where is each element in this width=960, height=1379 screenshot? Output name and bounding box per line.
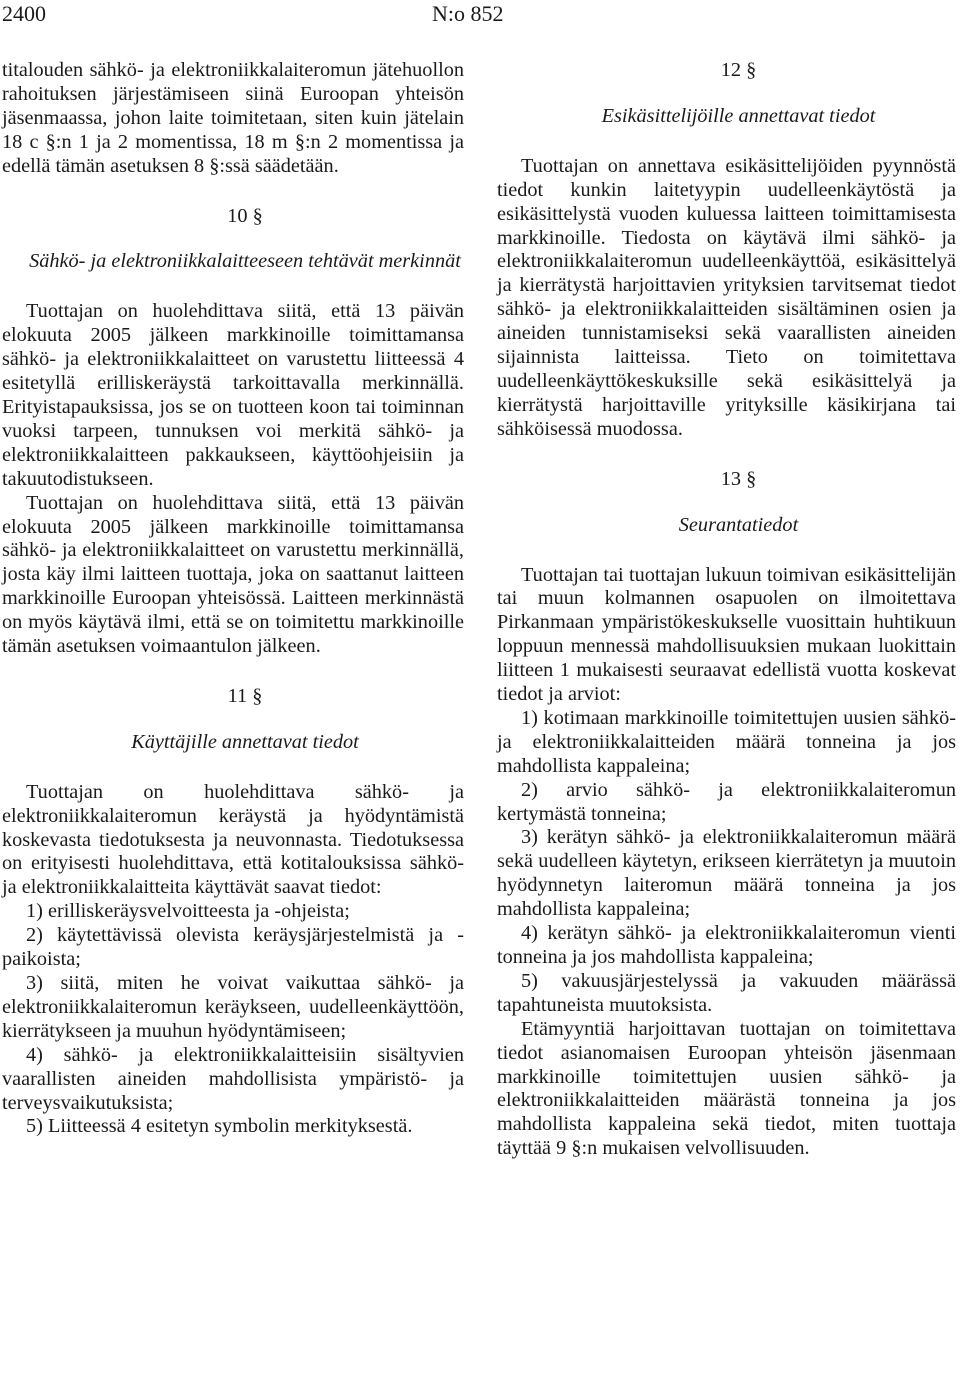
section-13-title: Seurantatiedot bbox=[678, 513, 799, 536]
section-13-item: 3) kerätyn sähkö- ja elektroniikkalaiteromun määrä sekä uudelleen käytetyn, erikseen kierrätetyn ja muutoin hyödynnetyn laiteromun määrä tonneina ja jos mahdollista kappaleina; bbox=[497, 826, 956, 921]
section-10-title: Sähkö- ja elektroniikkalaitteeseen tehtävät merkinnät bbox=[29, 250, 461, 273]
section-11-item: 5) Liitteessä 4 esitetyn symbolin merkityksestä. bbox=[26, 1115, 413, 1138]
left-column bbox=[2, 59, 464, 1139]
section-13-paragraph-2: Etämyyntiä harjoittavan tuottajan on toimitettava tiedot asianomaisen Euroopan yhteisön jäsenmaan markkinoille toimitettujen uusien sähkö- ja elektroniikkalaitteiden määrästä tonneina ja jos mahdollista kappaleina sekä tiedot, miten tuottaja täyttää 9 §:n mukaisen velvollisuuden. bbox=[497, 1017, 956, 1160]
section-11-title: Käyttäjille annettavat tiedot bbox=[131, 730, 359, 753]
section-13-item: 1) kotimaan markkinoille toimitettujen uusien sähkö- ja elektroniikkalaitteiden määrä tonneina ja jos mahdollista kappaleina; bbox=[497, 706, 956, 777]
section-13-item: 2) arvio sähkö- ja elektroniikkalaiteromun kertymästä tonneina; bbox=[497, 778, 956, 825]
section-11-paragraph-1: Tuottajan on huolehdittava sähkö- ja elektroniikkalaiteromun keräystä ja hyödyntämistä koskevasta tiedotuksesta ja neuvonnasta. Tiedotuksessa on erityisesti huolehdittava, että kotitalouksissa sähkö- ja elektroniikkalaitteita käyttävät saavat tiedot: bbox=[2, 780, 464, 899]
intro-paragraph: titalouden sähkö- ja elektroniikkalaiteromun jätehuollon rahoituksen järjestämiseen siinä Euroopan yhteisön jäsenmaassa, johon laite toimitetaan, siten kuin jätelain 18 c §:n 1 ja 2 momentissa, 18 m §:n 2 momentissa ja edellä tämän asetuksen 8 §:ssä säädetään. bbox=[2, 59, 464, 177]
section-12-title: Esikäsittelijöille annettavat tiedot bbox=[601, 104, 876, 127]
section-13-item: 4) kerätyn sähkö- ja elektroniikkalaiteromun vienti tonneina ja jos mahdollista kappaleina; bbox=[497, 922, 956, 968]
section-10-paragraph-1: Tuottajan on huolehdittava siitä, että 13 päivän elokuuta 2005 jälkeen markkinoille toimittamansa sähkö- ja elektroniikkalaitteet on varustettu liitteessä 4 esitetyllä erilliskeräystä tarkoittavalla merkinnällä. Erityistapauksissa, jos se on tuotteen koon tai toiminnan vuoksi tarpeen, tunnuksen voi merkitä sähkö- ja elektroniikkalaitteen pakkaukseen, käyttöohjeisiin ja takuutodistukseen. bbox=[2, 300, 464, 490]
section-11-item: 1) erilliskeräysvelvoitteesta ja -ohjeista; bbox=[26, 900, 350, 923]
page-header bbox=[0, 0, 960, 30]
page-number: 2400 bbox=[2, 1, 46, 26]
section-12-number: 12 § bbox=[720, 59, 757, 81]
section-11-item: 4) sähkö- ja elektroniikkalaitteisiin sisältyvien vaarallisten aineiden mahdollisista ympäristö- ja terveysvaikutuksista; bbox=[2, 1043, 464, 1114]
section-13-paragraph-1: Tuottajan tai tuottajan lukuun toimivan esikäsittelijän tai muun kolmannen osapuolen on ilmoitettava Pirkanmaan ympäristökeskukselle vuosittain huhtikuun loppuun mennessä mahdollisuuksien mukaan luokittain liitteen 1 mukaisesti seuraavat edellistä vuotta koskevat tiedot ja arviot: bbox=[497, 563, 956, 706]
section-13-number: 13 § bbox=[720, 467, 757, 490]
section-12-paragraph-1: Tuottajan on annettava esikäsittelijöiden pyynnöstä tiedot kunkin laitetyypin uudelleenkäytöstä ja esikäsittelystä vuoden kuluessa laitteen toimittamisesta markkinoille. Tiedosta on käytävä ilmi sähkö- ja elektroniikkalaiteromun uudelleenkäyttöä, esikäsittelyä ja kierrätystä harjoittavien yrityksien tarvitsemat tiedot sähkö- ja elektroniikkalaitteiden sisältäminen osien ja aineiden tunnistamiseksi sekä vaarallisten aineiden sijainnista laitteissa. Tieto on toimitettava uudelleenkäyttökeskuksille sekä esikäsittelyä ja kierrätystä harjoittaville yrityksille käsikirjana tai sähköisessä muodossa. bbox=[497, 154, 956, 440]
issue-number: N:o 852 bbox=[432, 1, 504, 26]
section-11-item: 3) siitä, miten he voivat vaikuttaa sähkö- ja elektroniikkalaiteromun keräykseen, uudelleenkäyttöön, kierrätykseen ja muuhun hyödyntämiseen; bbox=[2, 972, 464, 1042]
section-13-item: 5) vakuusjärjestelyssä ja vakuuden määrässä tapahtuneista muutoksista. bbox=[497, 969, 956, 1016]
section-11-number: 11 § bbox=[227, 684, 263, 707]
section-11-item: 2) käytettävissä olevista keräysjärjestelmistä ja -paikoista; bbox=[2, 924, 464, 971]
section-10-paragraph-2: Tuottajan on huolehdittava siitä, että 13 päivän elokuuta 2005 jälkeen markkinoille toimittamansa sähkö- ja elektroniikkalaitteet on varustettu merkinnällä, josta käy ilmi laitteen tuottaja, joka on saattanut laitteen markkinoille Euroopan yhteisössä. Laitteen merkinnästä on myös käytävä ilmi, että se on toimitettu markkinoille tämän asetuksen voimaantulon jälkeen. bbox=[2, 491, 464, 658]
section-10-number: 10 § bbox=[227, 204, 263, 227]
right-column bbox=[497, 59, 956, 1161]
